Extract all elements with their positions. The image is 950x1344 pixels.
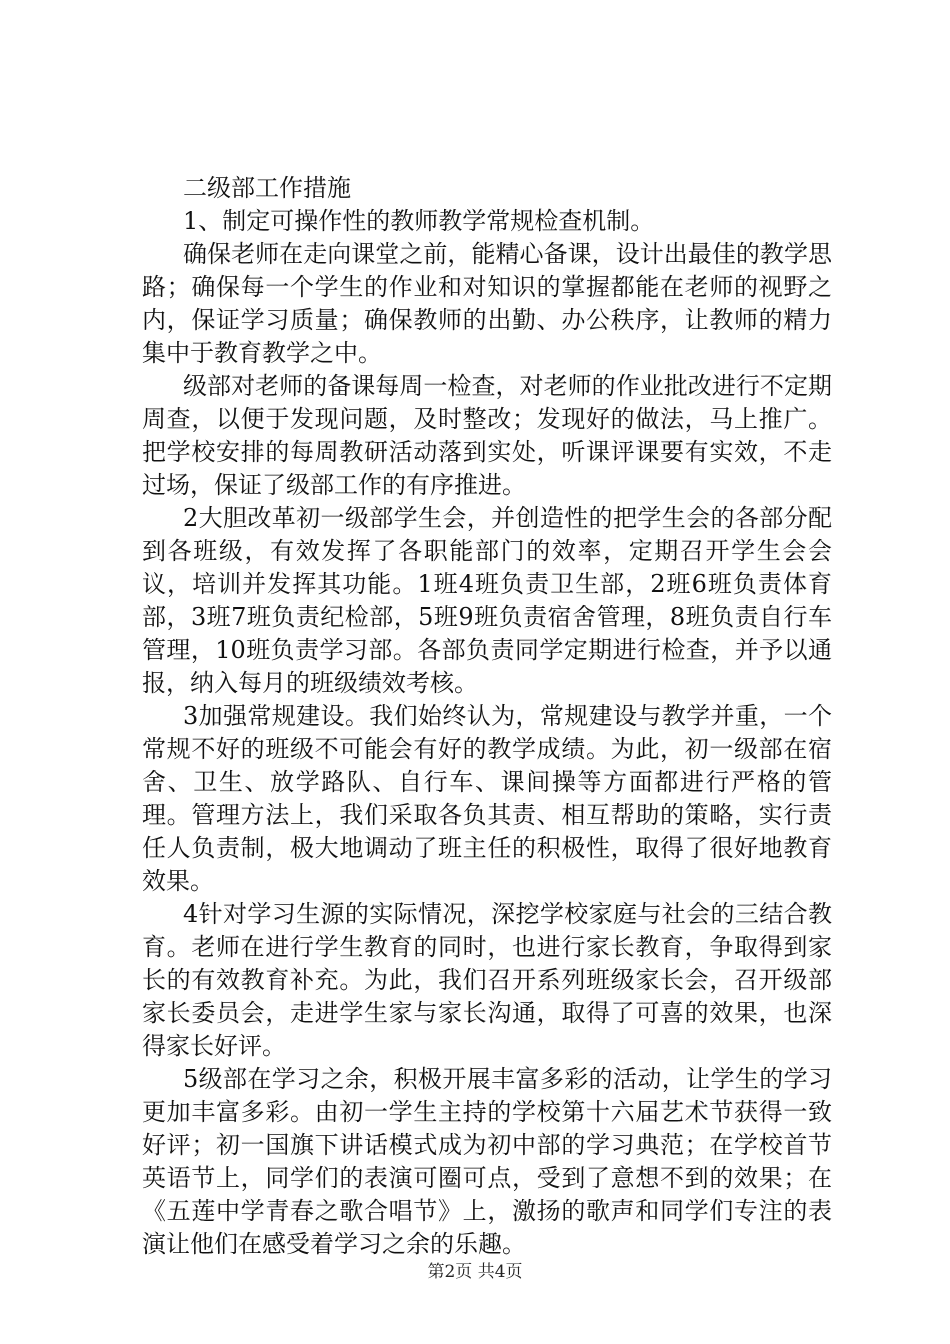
document-body bbox=[142, 172, 832, 1261]
paragraph-3: 级部对老师的备课每周一检查，对老师的作业批改进行不定期周查，以便于发现问题，及时整改；发现好的做法，马上推广。把学校安排的每周教研活动落到实处，听课评课要有实效，不走过场，保证了级部工作的有序推进。 bbox=[142, 372, 832, 499]
paragraph-7: 5级部在学习之余，积极开展丰富多彩的活动，让学生的学习更加丰富多彩。由初一学生主持的学校第十六届艺术节获得一致好评；初一国旗下讲话模式成为初中部的学习典范；在学校首节英语节上，同学们的表演可圈可点，受到了意想不到的效果；在《五莲中学青春之歌合唱节》上，激扬的歌声和同学们专注的表演让他们在感受着学习之余的乐趣。 bbox=[142, 1065, 832, 1258]
page-number-footer: 第2页 共4页 bbox=[427, 1262, 523, 1282]
paragraph-1: 1、制定可操作性的教师教学常规检查机制。 bbox=[183, 207, 655, 235]
paragraph-2: 确保老师在走向课堂之前，能精心备课，设计出最佳的教学思路；确保每一个学生的作业和对知识的掌握都能在老师的视野之内，保证学习质量；确保教师的出勤、办公秩序，让教师的精力集中于教育教学之中。 bbox=[142, 240, 832, 367]
section-heading: 二级部工作措施 bbox=[183, 174, 351, 202]
paragraph-5: 3加强常规建设。我们始终认为，常规建设与教学并重，一个常规不好的班级不可能会有好的教学成绩。为此，初一级部在宿舍、卫生、放学路队、自行车、课间操等方面都进行严格的管理。管理方法上，我们采取各负其责、相互帮助的策略，实行责任人负责制，极大地调动了班主任的积极性，取得了很好地教育效果。 bbox=[142, 702, 832, 895]
paragraph-6: 4针对学习生源的实际情况，深挖学校家庭与社会的三结合教育。老师在进行学生教育的同时，也进行家长教育，争取得到家长的有效教育补充。为此，我们召开系列班级家长会，召开级部家长委员会，走进学生家与家长沟通，取得了可喜的效果，也深得家长好评。 bbox=[142, 900, 832, 1060]
paragraph-4: 2大胆改革初一级部学生会，并创造性的把学生会的各部分配到各班级，有效发挥了各职能部门的效率，定期召开学生会会议，培训并发挥其功能。1班4班负责卫生部，2班6班负责体育部，3班7班负责纪检部，5班9班负责宿舍管理，8班负责自行车管理，10班负责学习部。各部负责同学定期进行检查，并予以通报，纳入每月的班级绩效考核。 bbox=[142, 504, 832, 697]
